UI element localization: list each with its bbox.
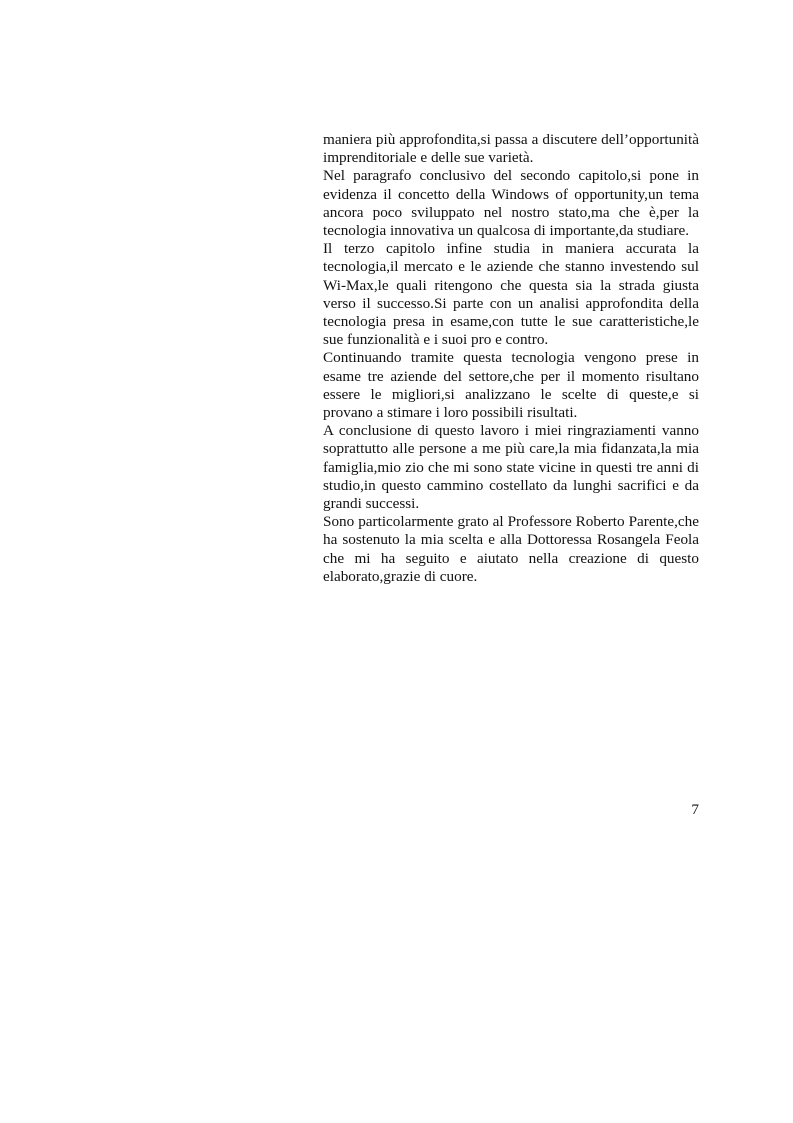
paragraph-5: A conclusione di questo lavoro i miei ringraziamenti vanno soprattutto alle persone a me più care,la mia fidanzata,la mia famiglia,mio zio che mi sono state vicine in questi tre anni di studio,in questo cammino costellato da lunghi sacrifici e da grandi successi. — [323, 422, 699, 513]
body-text — [323, 131, 699, 586]
paragraph-3: Il terzo capitolo infine studia in maniera accurata la tecnologia,il mercato e le aziende che stanno investendo sul Wi-Max,le quali ritengono che questa sia la strada giusta verso il successo.Si parte con un analisi approfondita della tecnologia presa in esame,con tutte le sue caratteristiche,le sue funzionalità e i suoi pro e contro. — [323, 240, 699, 349]
paragraph-4: Continuando tramite questa tecnologia vengono prese in esame tre aziende del settore,che per il momento risultano essere le migliori,si analizzano le scelte di queste,e si provano a stimare i loro possibili risultati. — [323, 349, 699, 422]
paragraph-1: maniera più approfondita,si passa a discutere dell’opportunità imprenditoriale e delle sue varietà. — [323, 131, 699, 167]
page-number: 7 — [691, 801, 699, 818]
paragraph-2: Nel paragrafo conclusivo del secondo capitolo,si pone in evidenza il concetto della Windows of opportunity,un tema ancora poco sviluppato nel nostro stato,ma che è,per la tecnologia innovativa un qualcosa di importante,da studiare. — [323, 167, 699, 240]
paragraph-6: Sono particolarmente grato al Professore Roberto Parente,che ha sostenuto la mia scelta e alla Dottoressa Rosangela Feola che mi ha seguito e aiutato nella creazione di questo elaborato,grazie di cuore. — [323, 513, 699, 585]
